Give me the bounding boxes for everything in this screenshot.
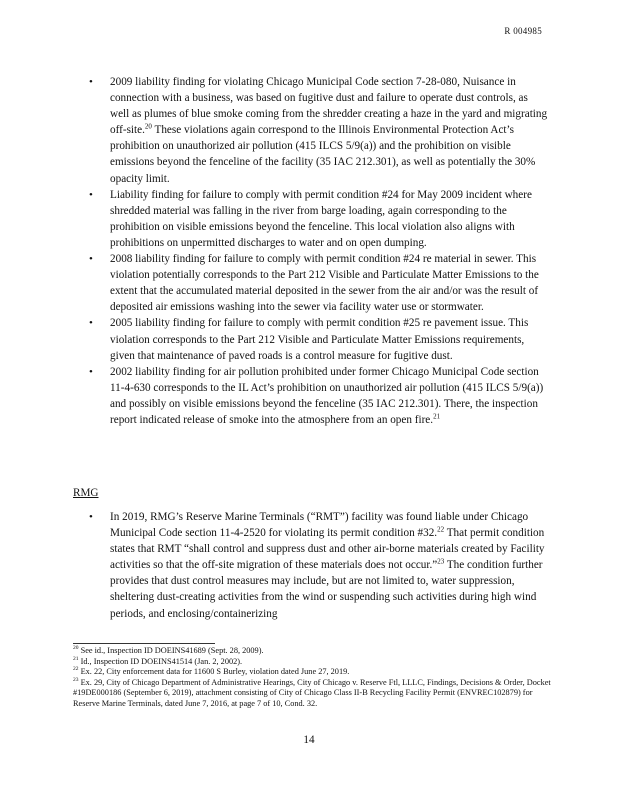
- item-text: 2002 liability finding for air pollution prohibited under former Chicago Municipal Code section 11-4-630 corresponds to the IL Act’s prohibition on unauthorized air pollution (415 ILCS 5/9(a)) and possibly on visible emissions beyond the fenceline (35 IAC 212.301). There, the inspection report indicated release of smoke into the atmosphere from an open fire.: [110, 365, 544, 426]
- footnote-text: Ex. 22, City enforcement data for 11600 S Burley, violation dated June 27, 2019.: [78, 667, 350, 677]
- item-text: Liability finding for failure to comply with permit condition #24 for May 2009 incident where shredded material was falling in the river from barge loading, again corresponding to the prohibition on visible emissions beyond the fenceline. This local violation also aligns with prohibitions on unpermitted discharges to water and on open dumping.: [110, 188, 532, 249]
- footnote-ref[interactable]: 22: [437, 525, 445, 534]
- list-item: [110, 74, 548, 187]
- footnote-ref[interactable]: 20: [144, 122, 152, 131]
- footnote-number: 20: [73, 645, 79, 652]
- section-heading: RMG: [73, 487, 99, 499]
- footnote-ref[interactable]: 23: [437, 557, 445, 566]
- footnote: [73, 678, 553, 710]
- footnote-ref[interactable]: 21: [433, 412, 441, 421]
- list-item: [110, 251, 548, 315]
- item-text: In 2019, RMG’s Reserve Marine Terminals (“RMT”) facility was found liable under Chicago Municipal Code section 11-4-2520 for violating its permit condition #32.: [110, 511, 529, 540]
- footnote-number: 23: [73, 677, 79, 684]
- item-text: 2009 liability finding for violating Chicago Municipal Code section 7-28-080, Nuisance in connection with a business, was based on fugitive dust and failure to operate dust controls, as well as plumes of blue smoke coming from the shredder creating a haze in the yard and migrating off-site.: [110, 76, 548, 137]
- bates-number: R 004985: [504, 26, 542, 36]
- list-item: [110, 187, 548, 251]
- rmg-list: [88, 509, 548, 622]
- item-text: 2008 liability finding for failure to comply with permit condition #24 re material in sewer. This violation potentially corresponds to the Part 212 Visible and Particulate Matter Emissions to the extent that the accumulated material deposited in the sewer from the air and/or was the result of deposited air emissions washing into the sewer via facility water use or stormwater.: [110, 253, 539, 314]
- violation-list: [88, 74, 548, 428]
- footnote: [73, 646, 553, 657]
- footnote-text: Ex. 29, City of Chicago Department of Administrative Hearings, City of Chicago v. Reserve Ftl, LLLC, Findings, Decisions & Order, Docket #19DE000186 (September 6, 2019), attachment consisting of City of Chicago Class II-B Recycling Facility Permit (ENVREC102879) for Reserve Marine Terminals, dated June 7, 2016, at page 7 of 10, Cond. 32.: [73, 677, 551, 708]
- footnote-number: 22: [73, 666, 79, 673]
- footnotes: [73, 646, 553, 710]
- footnote-divider: [73, 643, 215, 644]
- footnote-text: See id., Inspection ID DOEINS41689 (Sept. 28, 2009).: [78, 646, 264, 655]
- list-item: [110, 364, 548, 428]
- item-text: That permit condition states that RMT “shall control and suppress dust and other air-borne materials created by Facility activities so that the off-site migration of these materials does not occur.”: [110, 527, 545, 572]
- item-text: 2005 liability finding for failure to comply with permit condition #25 re pavement issue. This violation corresponds to the Part 212 Visible and Particulate Matter Emissions requirements, given that maintenance of paved roads is a control measure for fugitive dust.: [110, 317, 529, 362]
- item-text: The condition further provides that dust control measures may include, but are not limited to, water suppression, sheltering dust-creating activities from the wind or suspending such activities during high wind periods, and enclosing/containerizing: [110, 559, 543, 620]
- item-text-tail: These violations again correspond to the Illinois Environmental Protection Act’s prohibition on unauthorized air pollution (415 ILCS 5/9(a)) and the prohibition on visible emissions beyond the fenceline of the facility (35 IAC 212.301), as well as potentially the 30% opacity limit.: [110, 124, 536, 185]
- list-item: [110, 509, 548, 622]
- footnote-text: Id., Inspection ID DOEINS41514 (Jan. 2, 2002).: [78, 656, 243, 666]
- footnote: [73, 667, 553, 678]
- footnote: [73, 657, 553, 668]
- footnote-number: 21: [73, 655, 79, 662]
- page-number: 14: [303, 734, 315, 746]
- list-item: [110, 315, 548, 363]
